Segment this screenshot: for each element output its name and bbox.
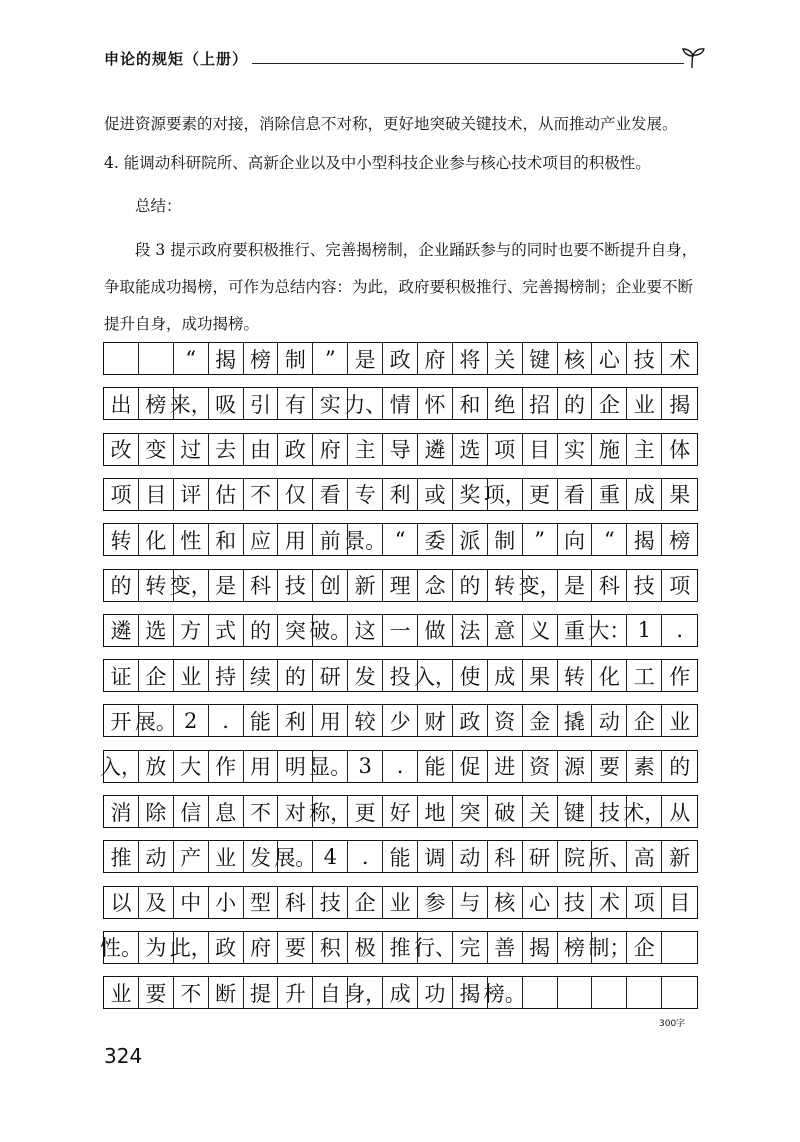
word-count-label: 300字 bbox=[659, 1019, 686, 1029]
sprout-icon bbox=[678, 46, 708, 70]
grid-cell: 展。 bbox=[278, 841, 313, 872]
grid-row bbox=[103, 614, 698, 647]
body-paragraph-3: 段 3 提示政府要积极推行、完善揭榜制，企业踊跃参与的同时也要不断提升自身，争取能成功揭榜，可作为总结内容：为此，政府要积极推行、完善揭榜制；企业要不断提升自身，成功揭榜。 bbox=[104, 241, 698, 333]
grid-cell: 自 bbox=[313, 977, 348, 1008]
grid-row bbox=[103, 433, 698, 466]
grid-cell: 入， bbox=[104, 751, 139, 782]
grid-cell: 委 bbox=[418, 524, 453, 555]
grid-cell: 专 bbox=[348, 479, 383, 510]
grid-cell: 利 bbox=[278, 705, 313, 736]
grid-cell: 转 bbox=[104, 524, 139, 555]
grid-cell: 榜 bbox=[669, 528, 691, 553]
grid-cell: 技 bbox=[592, 796, 627, 827]
grid-cell: 来， bbox=[174, 388, 209, 419]
grid-cell: 的 bbox=[558, 388, 593, 419]
grid-cell: 推 bbox=[383, 932, 418, 963]
grid-cell: 向 bbox=[558, 524, 593, 555]
grid-cell: 业 bbox=[174, 660, 209, 691]
grid-cell: 主 bbox=[627, 434, 662, 465]
grid-cell: 科 bbox=[244, 570, 279, 601]
grid-cell: . bbox=[209, 705, 244, 736]
grid-cell: 榜。 bbox=[488, 977, 523, 1008]
grid-cell: 键 bbox=[523, 343, 558, 374]
grid-cell: 从 bbox=[669, 800, 691, 825]
grid-cell: 突 bbox=[453, 796, 488, 827]
grid-cell: 研 bbox=[313, 660, 348, 691]
grid-cell: 和 bbox=[453, 388, 488, 419]
grid-cell bbox=[662, 932, 697, 963]
grid-cell: 转 bbox=[558, 660, 593, 691]
grid-cell: 用 bbox=[313, 705, 348, 736]
grid-cell: 式 bbox=[209, 615, 244, 646]
grid-cell bbox=[558, 977, 593, 1008]
grid-cell: ” bbox=[523, 524, 558, 555]
grid-cell: 或 bbox=[418, 479, 453, 510]
grid-cell: 揭 bbox=[523, 932, 558, 963]
grid-cell: 揭 bbox=[669, 392, 691, 417]
grid-cell: . bbox=[383, 751, 418, 782]
grid-cell: 作 bbox=[209, 751, 244, 782]
grid-cell: 企 bbox=[348, 887, 383, 918]
grid-cell: 主 bbox=[348, 434, 383, 465]
grid-cell: 企 bbox=[592, 388, 627, 419]
grid-cell: 转 bbox=[139, 570, 174, 601]
grid-cell: 投 bbox=[383, 660, 418, 691]
grid-cell: 景。 bbox=[348, 524, 383, 555]
grid-cell: 制； bbox=[592, 932, 627, 963]
grid-cell: 企 bbox=[139, 660, 174, 691]
grid-cell: 完 bbox=[453, 932, 488, 963]
grid-cell: 业 bbox=[627, 388, 662, 419]
grid-cell: 性 bbox=[174, 524, 209, 555]
grid-cell: 研 bbox=[523, 841, 558, 872]
grid-cell: 源 bbox=[558, 751, 593, 782]
grid-cell: . bbox=[348, 841, 383, 872]
grid-row bbox=[99, 931, 698, 964]
grid-cell: 断 bbox=[209, 977, 244, 1008]
summary-heading: 总结： bbox=[135, 197, 182, 215]
grid-cell: 金 bbox=[523, 705, 558, 736]
grid-cell: “ bbox=[174, 343, 209, 374]
grid-cell: 实 bbox=[558, 434, 593, 465]
grid-cell: 转 bbox=[488, 570, 523, 601]
grid-cell: 资 bbox=[488, 705, 523, 736]
grid-cell: 的 bbox=[278, 660, 313, 691]
grid-cell: 技 bbox=[627, 570, 662, 601]
grid-cell: 突 bbox=[278, 615, 313, 646]
grid-cell: 促 bbox=[453, 751, 488, 782]
grid-cell: 要 bbox=[139, 977, 174, 1008]
grid-cell bbox=[627, 977, 662, 1008]
grid-cell: 开 bbox=[104, 705, 139, 736]
grid-cell bbox=[662, 977, 697, 1008]
grid-cell: 绝 bbox=[488, 388, 523, 419]
grid-cell: 评 bbox=[174, 479, 209, 510]
grid-cell: 调 bbox=[418, 841, 453, 872]
grid-cell: 少 bbox=[383, 705, 418, 736]
grid-cell: 榜 bbox=[244, 343, 279, 374]
grid-cell: 心 bbox=[592, 343, 627, 374]
grid-cell: 的 bbox=[453, 570, 488, 601]
grid-cell: 极 bbox=[348, 932, 383, 963]
grid-cell: 改 bbox=[104, 434, 139, 465]
grid-cell: 项 bbox=[104, 479, 139, 510]
grid-cell: 政 bbox=[278, 434, 313, 465]
grid-cell: 好 bbox=[383, 796, 418, 827]
grid-cell: 业 bbox=[104, 977, 139, 1008]
grid-cell: 这 bbox=[348, 615, 383, 646]
grid-cell: 法 bbox=[453, 615, 488, 646]
grid-row bbox=[103, 523, 698, 556]
grid-cell: 与 bbox=[453, 887, 488, 918]
grid-cell: 大： bbox=[592, 615, 627, 646]
grid-cell: 续 bbox=[244, 660, 279, 691]
grid-cell: 称， bbox=[313, 796, 348, 827]
grid-cell: 府 bbox=[418, 343, 453, 374]
grid-cell: 项 bbox=[669, 574, 691, 598]
grid-cell: 推 bbox=[104, 841, 139, 872]
grid-cell: 的 bbox=[669, 755, 691, 780]
grid-cell: 派 bbox=[453, 524, 488, 555]
grid-cell: 前 bbox=[313, 524, 348, 555]
grid-cell: 身， bbox=[348, 977, 383, 1008]
grid-cell: 政 bbox=[383, 343, 418, 374]
grid-cell: 果 bbox=[669, 483, 691, 508]
grid-cell: 明 bbox=[278, 751, 313, 782]
grid-cell: 展。 bbox=[139, 705, 174, 736]
grid-cell: 素 bbox=[627, 751, 662, 782]
grid-cell: 估 bbox=[209, 479, 244, 510]
grid-cell: 更 bbox=[348, 796, 383, 827]
grid-cell: 遴 bbox=[104, 615, 139, 646]
grid-cell: 发 bbox=[348, 660, 383, 691]
grid-cell: 化 bbox=[592, 660, 627, 691]
grid-cell: 是 bbox=[209, 570, 244, 601]
grid-cell: 参 bbox=[418, 887, 453, 918]
grid-cell: 4 bbox=[313, 841, 348, 872]
grid-cell: 遴 bbox=[418, 434, 453, 465]
grid-cell: 由 bbox=[244, 434, 279, 465]
grid-cell: 有 bbox=[278, 388, 313, 419]
grid-row bbox=[103, 886, 698, 919]
grid-cell: 变 bbox=[139, 434, 174, 465]
grid-cell: “ bbox=[592, 524, 627, 555]
grid-cell: 息 bbox=[209, 796, 244, 827]
grid-cell bbox=[523, 977, 558, 1008]
grid-cell: 科 bbox=[592, 570, 627, 601]
grid-cell: . bbox=[676, 618, 684, 643]
grid-cell: 关 bbox=[488, 343, 523, 374]
grid-cell: 此， bbox=[174, 932, 209, 963]
grid-cell: 导 bbox=[383, 434, 418, 465]
grid-cell: 变， bbox=[174, 570, 209, 601]
grid-cell: 放 bbox=[139, 751, 174, 782]
body-paragraph-2: 4. 能调动科研院所、高新企业以及中小型科技企业参与核心技术项目的积极性。 bbox=[104, 154, 651, 172]
grid-cell: 变， bbox=[523, 570, 558, 601]
grid-cell: 中 bbox=[174, 887, 209, 918]
grid-cell: 目 bbox=[523, 434, 558, 465]
grid-cell: 核 bbox=[488, 887, 523, 918]
grid-cell: 技 bbox=[278, 570, 313, 601]
grid-cell: 动 bbox=[453, 841, 488, 872]
grid-cell: 发 bbox=[244, 841, 279, 872]
grid-cell: 应 bbox=[244, 524, 279, 555]
grid-cell: 榜 bbox=[558, 932, 593, 963]
grid-cell: 撬 bbox=[558, 705, 593, 736]
grid-cell: 提 bbox=[244, 977, 279, 1008]
grid-cell: 揭 bbox=[627, 524, 662, 555]
grid-cell: 性。 bbox=[104, 932, 139, 963]
grid-cell: 业 bbox=[669, 709, 691, 734]
grid-cell: 体 bbox=[669, 438, 691, 463]
grid-cell: 要 bbox=[278, 932, 313, 963]
grid-row bbox=[103, 840, 698, 873]
grid-cell: 新 bbox=[348, 570, 383, 601]
grid-cell: 引 bbox=[244, 388, 279, 419]
grid-cell: 力、 bbox=[348, 388, 383, 419]
grid-cell: 新 bbox=[669, 845, 691, 870]
grid-cell: 揭 bbox=[453, 977, 488, 1008]
grid-cell: 政 bbox=[209, 932, 244, 963]
grid-cell: 实 bbox=[313, 388, 348, 419]
grid-cell: 及 bbox=[139, 887, 174, 918]
grid-cell: 2 bbox=[174, 705, 209, 736]
grid-cell: 技 bbox=[313, 887, 348, 918]
grid-cell: 用 bbox=[278, 524, 313, 555]
grid-cell: 用 bbox=[244, 751, 279, 782]
grid-cell: 不 bbox=[174, 977, 209, 1008]
grid-cell: 功 bbox=[418, 977, 453, 1008]
grid-cell: 地 bbox=[418, 796, 453, 827]
grid-cell bbox=[139, 343, 174, 374]
grid-cell: 念 bbox=[418, 570, 453, 601]
grid-cell: 重 bbox=[558, 615, 593, 646]
grid-cell: 去 bbox=[209, 434, 244, 465]
grid-row bbox=[103, 659, 698, 692]
grid-cell: 怀 bbox=[418, 388, 453, 419]
grid-cell: 榜 bbox=[139, 388, 174, 419]
grid-cell: 情 bbox=[383, 388, 418, 419]
grid-cell: 看 bbox=[558, 479, 593, 510]
grid-row bbox=[103, 387, 698, 420]
grid-cell: 项 bbox=[488, 434, 523, 465]
header-rule bbox=[252, 63, 684, 64]
grid-cell: 财 bbox=[418, 705, 453, 736]
grid-cell: 显。 bbox=[313, 751, 348, 782]
grid-cell: 招 bbox=[523, 388, 558, 419]
grid-cell: 积 bbox=[313, 932, 348, 963]
grid-cell: 型 bbox=[244, 887, 279, 918]
grid-cell: 科 bbox=[488, 841, 523, 872]
grid-cell: 科 bbox=[278, 887, 313, 918]
grid-cell: 行、 bbox=[418, 932, 453, 963]
grid-cell: 动 bbox=[139, 841, 174, 872]
grid-cell: 资 bbox=[523, 751, 558, 782]
grid-cell: 制 bbox=[488, 524, 523, 555]
grid-cell: 方 bbox=[174, 615, 209, 646]
body-paragraph-1: 促进资源要素的对接，消除信息不对称，更好地突破关键技术，从而推动产业发展。 bbox=[104, 115, 678, 133]
grid-cell: 技 bbox=[558, 887, 593, 918]
grid-cell: 信 bbox=[174, 796, 209, 827]
grid-cell: 所、 bbox=[592, 841, 627, 872]
grid-cell: 证 bbox=[104, 660, 139, 691]
grid-cell: 制 bbox=[278, 343, 313, 374]
grid-cell: 高 bbox=[627, 841, 662, 872]
grid-cell: 1 bbox=[627, 615, 662, 646]
grid-cell: 是 bbox=[558, 570, 593, 601]
grid-cell: 入， bbox=[418, 660, 453, 691]
grid-cell: 成 bbox=[627, 479, 662, 510]
grid-cell: 化 bbox=[139, 524, 174, 555]
grid-cell: 揭 bbox=[209, 343, 244, 374]
grid-cell: 业 bbox=[383, 887, 418, 918]
grid-cell: 不 bbox=[244, 796, 279, 827]
grid-cell: 技 bbox=[627, 343, 662, 374]
grid-cell: 施 bbox=[592, 434, 627, 465]
grid-cell: 过 bbox=[174, 434, 209, 465]
grid-cell: ” bbox=[313, 343, 348, 374]
grid-cell: 府 bbox=[244, 932, 279, 963]
grid-cell: 除 bbox=[139, 796, 174, 827]
grid-cell: 看 bbox=[313, 479, 348, 510]
grid-cell: 对 bbox=[278, 796, 313, 827]
grid-cell: 利 bbox=[383, 479, 418, 510]
grid-cell: 创 bbox=[313, 570, 348, 601]
grid-cell: 成 bbox=[488, 660, 523, 691]
grid-cell: 重 bbox=[592, 479, 627, 510]
grid-cell: 仅 bbox=[278, 479, 313, 510]
grid-cell: 要 bbox=[592, 751, 627, 782]
grid-cell: 术 bbox=[669, 347, 691, 372]
grid-cell: 小 bbox=[209, 887, 244, 918]
grid-cell: 一 bbox=[383, 615, 418, 646]
grid-row bbox=[103, 569, 698, 602]
grid-row bbox=[103, 795, 698, 828]
grid-row bbox=[103, 478, 698, 511]
grid-cell: 进 bbox=[488, 751, 523, 782]
grid-cell: 是 bbox=[348, 343, 383, 374]
grid-cell: 业 bbox=[209, 841, 244, 872]
grid-cell: 政 bbox=[453, 705, 488, 736]
grid-cell: “ bbox=[383, 524, 418, 555]
grid-cell: 将 bbox=[453, 343, 488, 374]
grid-cell: 做 bbox=[418, 615, 453, 646]
grid-cell: 动 bbox=[592, 705, 627, 736]
grid-cell: 大 bbox=[174, 751, 209, 782]
grid-cell: 作 bbox=[669, 664, 691, 689]
grid-cell: 项 bbox=[627, 887, 662, 918]
grid-cell: 善 bbox=[488, 932, 523, 963]
grid-cell: 和 bbox=[209, 524, 244, 555]
grid-cell: 以 bbox=[104, 887, 139, 918]
grid-cell: 3 bbox=[348, 751, 383, 782]
grid-row bbox=[99, 750, 698, 783]
grid-cell bbox=[104, 343, 139, 374]
grid-cell: 术， bbox=[627, 796, 662, 827]
grid-row bbox=[103, 342, 698, 375]
grid-cell: 键 bbox=[558, 796, 593, 827]
grid-cell: 选 bbox=[453, 434, 488, 465]
running-header bbox=[104, 46, 700, 72]
grid-cell: 成 bbox=[383, 977, 418, 1008]
grid-cell: 能 bbox=[418, 751, 453, 782]
grid-cell: 选 bbox=[139, 615, 174, 646]
grid-cell: 关 bbox=[523, 796, 558, 827]
grid-cell: 的 bbox=[104, 570, 139, 601]
grid-cell: 目 bbox=[669, 891, 691, 916]
grid-cell bbox=[592, 977, 627, 1008]
grid-cell: 府 bbox=[313, 434, 348, 465]
grid-cell: 产 bbox=[174, 841, 209, 872]
grid-row bbox=[103, 976, 698, 1009]
page-number: 324 bbox=[104, 1044, 143, 1068]
grid-cell: 理 bbox=[383, 570, 418, 601]
grid-cell: 心 bbox=[523, 887, 558, 918]
grid-cell: 能 bbox=[244, 705, 279, 736]
grid-cell: 企 bbox=[627, 932, 662, 963]
book-title: 申论的规矩（上册） bbox=[104, 50, 249, 68]
grid-row bbox=[103, 704, 698, 737]
grid-cell: 目 bbox=[139, 479, 174, 510]
grid-cell: 核 bbox=[558, 343, 593, 374]
grid-cell: 升 bbox=[278, 977, 313, 1008]
grid-cell: 奖 bbox=[453, 479, 488, 510]
grid-cell: 院 bbox=[558, 841, 593, 872]
grid-cell: 破。 bbox=[313, 615, 348, 646]
grid-cell: 的 bbox=[244, 615, 279, 646]
grid-cell: 出 bbox=[104, 388, 139, 419]
grid-cell: 吸 bbox=[209, 388, 244, 419]
grid-cell: 义 bbox=[523, 615, 558, 646]
grid-cell: 工 bbox=[627, 660, 662, 691]
grid-cell: 持 bbox=[209, 660, 244, 691]
grid-cell: 消 bbox=[104, 796, 139, 827]
grid-cell: 更 bbox=[523, 479, 558, 510]
grid-cell: 意 bbox=[488, 615, 523, 646]
grid-cell: 能 bbox=[383, 841, 418, 872]
grid-cell: 使 bbox=[453, 660, 488, 691]
grid-cell: 破 bbox=[488, 796, 523, 827]
grid-cell: 术 bbox=[592, 887, 627, 918]
grid-cell: 不 bbox=[244, 479, 279, 510]
grid-cell: 果 bbox=[523, 660, 558, 691]
grid-cell: 较 bbox=[348, 705, 383, 736]
grid-cell: 为 bbox=[139, 932, 174, 963]
grid-cell: 项， bbox=[488, 479, 523, 510]
grid-cell: 企 bbox=[627, 705, 662, 736]
